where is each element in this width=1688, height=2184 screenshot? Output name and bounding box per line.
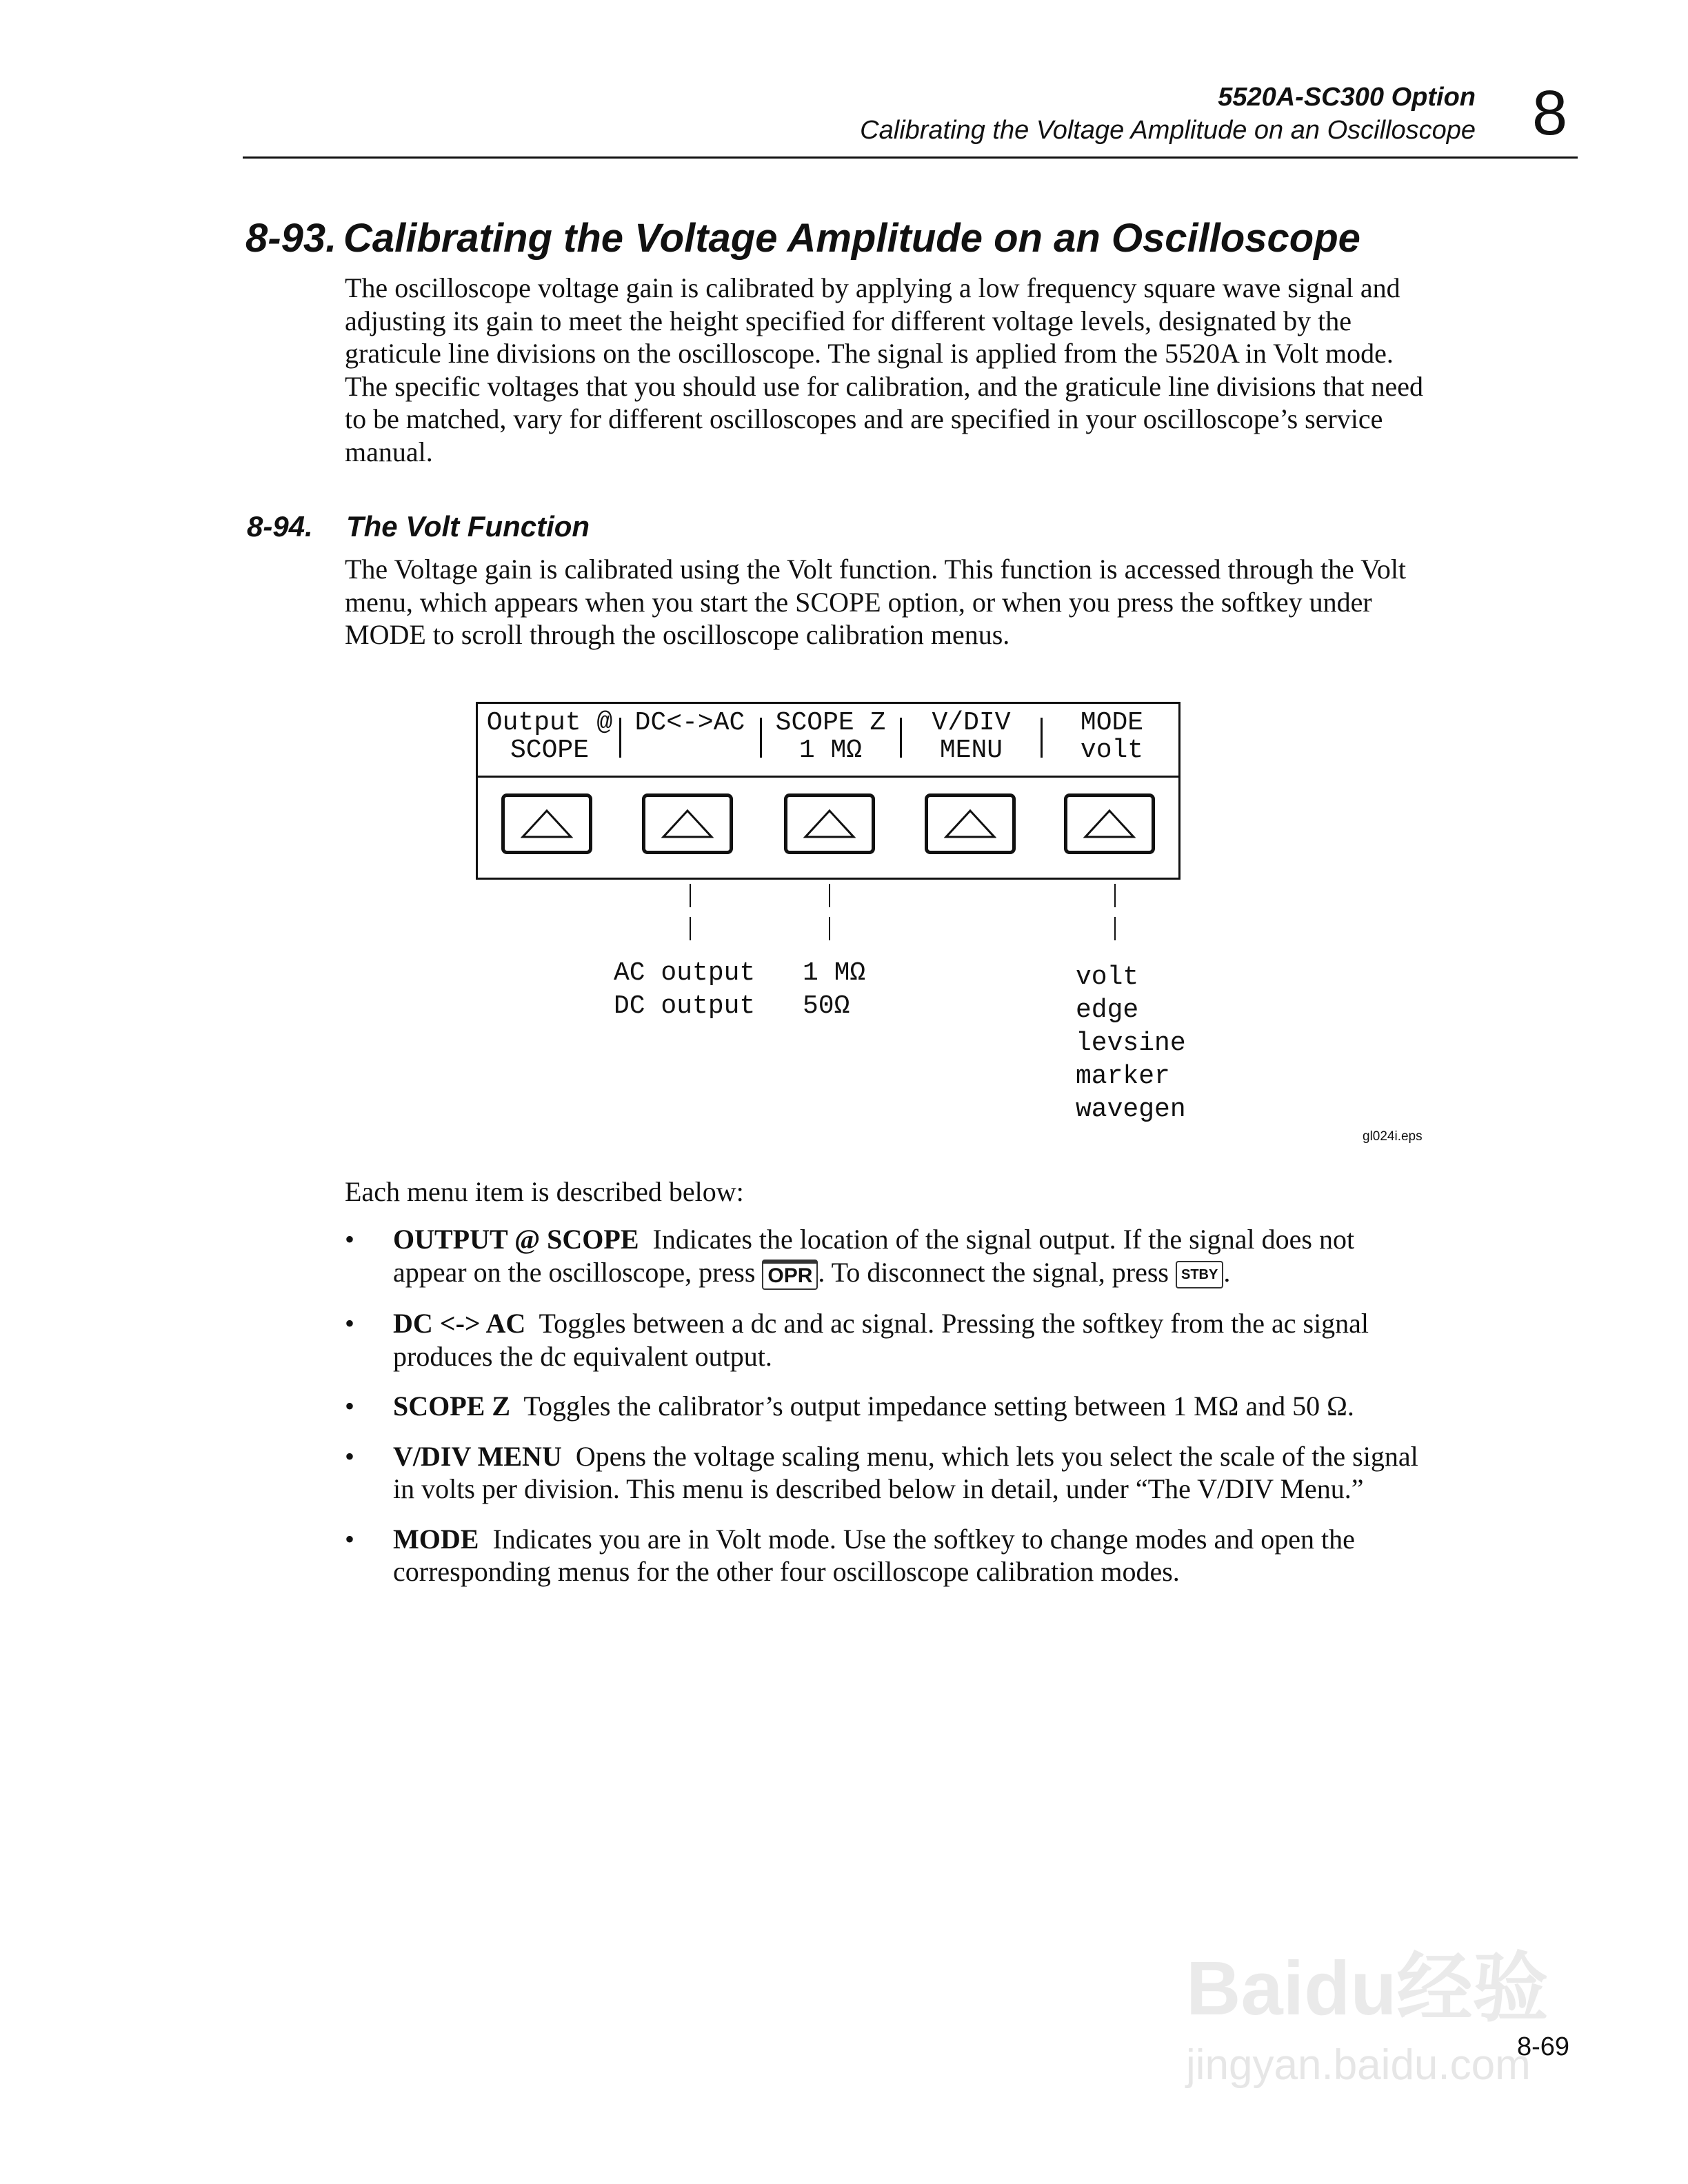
stby-key-icon: STBY: [1176, 1261, 1223, 1288]
up-triangle-icon: [661, 809, 714, 839]
section-number: 8-93.: [245, 216, 337, 261]
leader-line: [690, 884, 691, 907]
lcd-label-scopez: SCOPE Z 1 MΩ: [775, 708, 886, 765]
list-item: • SCOPE Z Toggles the calibrator’s output impedance setting between 1 MΩ and 50 Ω.: [345, 1391, 1354, 1422]
leader-line: [690, 917, 691, 940]
section-8-94-body: The Voltage gain is calibrated using the Volt function. This function is accessed through the Volt menu, which appears when you start the SCOPE option, or when you press the softkey under MODE to scroll through the oscilloscope calibration menus.: [345, 554, 1407, 650]
menu-item-list: [345, 1223, 1420, 1606]
lcd-label-vdiv: V/DIV MENU: [932, 708, 1011, 765]
figure-id: gl024i.eps: [1363, 1129, 1423, 1144]
section-title: The Volt Function: [346, 510, 590, 543]
lcd-display: [478, 704, 1178, 778]
lcd-label-dcac: DC<->AC: [634, 708, 745, 738]
softkey-4[interactable]: [925, 793, 1016, 854]
lcd-separator: [1041, 718, 1043, 758]
scopez-options: 1 MΩ 50Ω: [803, 958, 866, 1021]
running-header-product: 5520A-SC300 Option: [1218, 83, 1476, 112]
chapter-number: 8: [1532, 78, 1568, 148]
opr-key-icon: OPR: [762, 1260, 818, 1290]
list-item: • DC <-> AC Toggles between a dc and ac signal. Pressing the softkey from the ac signal produces the dc equivalent output.: [345, 1308, 1369, 1372]
lcd-label-mode: MODE volt: [1080, 708, 1144, 765]
running-header-section: Calibrating the Voltage Amplitude on an Oscilloscope: [860, 116, 1476, 145]
up-triangle-icon: [1083, 809, 1136, 839]
list-item: • MODE Indicates you are in Volt mode. Use the softkey to change modes and open the corresponding menus for the other four oscilloscope calibration modes.: [345, 1523, 1355, 1588]
softkey-5[interactable]: [1064, 793, 1155, 854]
page-number: 8-69: [1517, 2032, 1570, 2061]
section-heading-8-94: [247, 510, 590, 543]
softkey-3[interactable]: [784, 793, 875, 854]
section-heading-8-93: [245, 215, 1360, 261]
up-triangle-icon: [803, 809, 856, 839]
section-number: 8-94.: [247, 510, 313, 543]
up-triangle-icon: [521, 809, 573, 839]
leader-line: [1114, 884, 1116, 907]
lcd-label-output: Output @ SCOPE: [486, 708, 613, 765]
softkey-2[interactable]: [642, 793, 733, 854]
header-rule: [243, 156, 1578, 159]
list-item: • OUTPUT @ SCOPE Indicates the location of the signal output. If the signal does not appear on the oscilloscope, press OPR . To disconnect the signal, press STBY .: [345, 1223, 1420, 1290]
list-item: • V/DIV MENU Opens the voltage scaling menu, which lets you select the scale of the signal in volts per division. This menu is described below in detail, under “The V/DIV Menu.”: [345, 1440, 1418, 1505]
leader-line: [1114, 917, 1116, 940]
mode-options: volt edge levsine marker wavegen: [1076, 962, 1186, 1124]
lcd-separator: [900, 718, 902, 758]
watermark-logo: Baidu经验: [1186, 1946, 1549, 2031]
intro-text: Each menu item is described below:: [345, 1176, 744, 1207]
leader-line: [829, 917, 830, 940]
softkey-menu-diagram: [476, 702, 1180, 880]
up-triangle-icon: [944, 809, 996, 839]
softkey-1[interactable]: [501, 793, 592, 854]
watermark-url: jingyan.baidu.com: [1186, 2041, 1531, 2089]
leader-line: [829, 884, 830, 907]
section-title: Calibrating the Voltage Amplitude on an Oscilloscope: [343, 216, 1360, 261]
lcd-separator: [760, 718, 762, 758]
dcac-options: AC output DC output: [614, 958, 756, 1021]
lcd-separator: [619, 718, 621, 758]
section-8-93-body: The oscilloscope voltage gain is calibrated by applying a low frequency square wave signal and adjusting its gain to meet the height specified for different voltage levels, designated by the graticule line divisions on the oscilloscope. The signal is applied from the 5520A in Volt mode. The specific voltages that you should use for calibration, and the graticule line divisions that need to be matched, vary for different oscilloscopes and are specified in your oscilloscope’s service manual.: [345, 272, 1424, 467]
